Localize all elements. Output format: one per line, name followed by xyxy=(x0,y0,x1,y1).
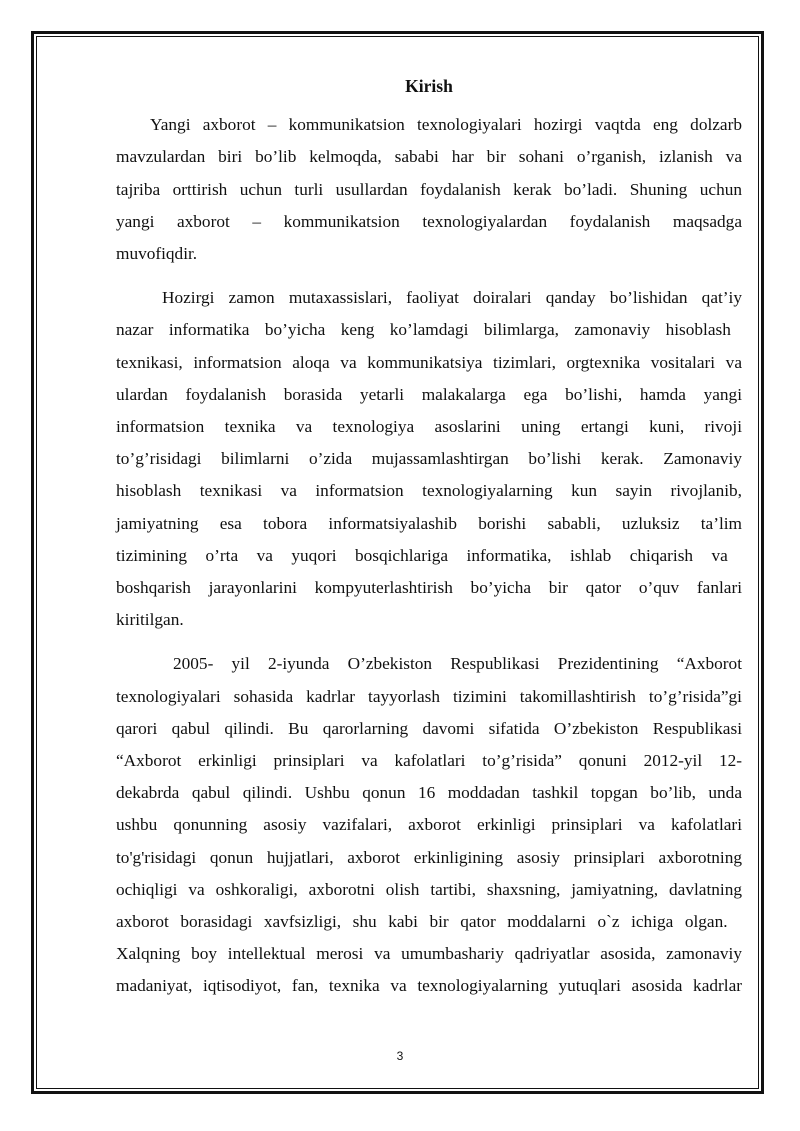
paragraph-line: Yangi axborot – kommunikatsion texnologiyalari hozirgi vaqtda eng dolzarb xyxy=(150,115,742,135)
paragraph-line: boshqarish jarayonlarini kompyuterlashtirish bo’yicha bir qator o’quv fanlari xyxy=(116,578,742,598)
paragraph-line: to’g’risidagi bilimlarni o’zida mujassamlashtirgan bo’lishi kerak. Zamonaviy xyxy=(116,449,742,469)
paragraph-line: dekabrda qabul qilindi. Ushbu qonun 16 moddadan tashkil topgan bo’lib, unda xyxy=(116,783,742,803)
paragraph-line: to'g'risidagi qonun hujjatlari, axborot erkinligining asosiy prinsiplari axborotning xyxy=(116,847,742,867)
paragraph-line: ulardan foydalanish borasida yetarli malakalarga ega bo’lishi, hamda yangi xyxy=(116,384,742,404)
paragraph-line: hisoblash texnikasi va informatsion texnologiyalarning kun sayin rivojlanib, xyxy=(116,481,742,501)
paragraph-line: mavzulardan biri bo’lib kelmoqda, sababi har bir sohani o’rganish, izlanish va xyxy=(116,147,742,167)
paragraph-line: kiritilgan. xyxy=(116,610,184,630)
paragraph-line: texnikasi, informatsion aloqa va kommunikatsiya tizimlari, orgtexnika vositalari va xyxy=(116,352,742,372)
paragraph-line: tizimining o’rta va yuqori bosqichlariga informatika, ishlab chiqarish va xyxy=(116,545,728,565)
paragraph-line: 2005- yil 2-iyunda O’zbekiston Respublikasi Prezidentining “Axborot xyxy=(173,654,742,674)
document-body xyxy=(116,70,742,1015)
paragraph-line: jamiyatning esa tobora informatsiyalashib borishi sababli, uzluksiz ta’lim xyxy=(116,513,742,533)
paragraph-line: madaniyat, iqtisodiyot, fan, texnika va texnologiyalarning yutuqlari asosida kadrlar xyxy=(116,976,742,996)
page-number: 3 xyxy=(396,1049,404,1063)
paragraph-3 xyxy=(116,648,742,1002)
paragraph-line: ushbu qonunning asosiy vazifalari, axborot erkinligi prinsiplari va kafolatlari xyxy=(116,815,742,835)
paragraph-line: informatsion texnika va texnologiya asoslarini uning ertangi kuni, rivoji xyxy=(116,417,742,437)
paragraph-line: texnologiyalari sohasida kadrlar tayyorlash tizimini takomillashtirish to’g’risida”gi xyxy=(116,686,742,706)
paragraph-line: tajriba orttirish uchun turli usullardan foydalanish kerak bo’ladi. Shuning uchun xyxy=(116,179,742,199)
paragraph-line: axborot borasidagi xavfsizligi, shu kabi bir qator moddalarni o`z ichiga olgan. xyxy=(116,912,728,932)
document-heading: Kirish xyxy=(405,76,453,96)
paragraph-1 xyxy=(116,109,742,270)
paragraph-line: muvofiqdir. xyxy=(116,244,198,264)
paragraph-line: Hozirgi zamon mutaxassislari, faoliyat doiralari qanday bo’lishidan qat’iy xyxy=(162,288,742,308)
paragraph-2 xyxy=(116,282,742,636)
paragraph-line: yangi axborot – kommunikatsion texnologiyalardan foydalanish maqsadga xyxy=(116,211,742,231)
paragraph-line: “Axborot erkinligi prinsiplari va kafolatlari to’g’risida” qonuni 2012-yil 12- xyxy=(116,751,742,771)
paragraph-line: nazar informatika bo’yicha keng ko’lamdagi bilimlarga, zamonaviy hisoblash xyxy=(116,320,731,340)
paragraph-line: ochiqligi va oshkoraligi, axborotni olish tartibi, shaxsning, jamiyatning, davlatning xyxy=(116,879,742,899)
paragraph-line: qarori qabul qilindi. Bu qarorlarning davomi sifatida O’zbekiston Respublikasi xyxy=(116,718,742,738)
paragraph-line: Xalqning boy intellektual merosi va umumbashariy qadriyatlar asosida, zamonaviy xyxy=(116,944,742,964)
